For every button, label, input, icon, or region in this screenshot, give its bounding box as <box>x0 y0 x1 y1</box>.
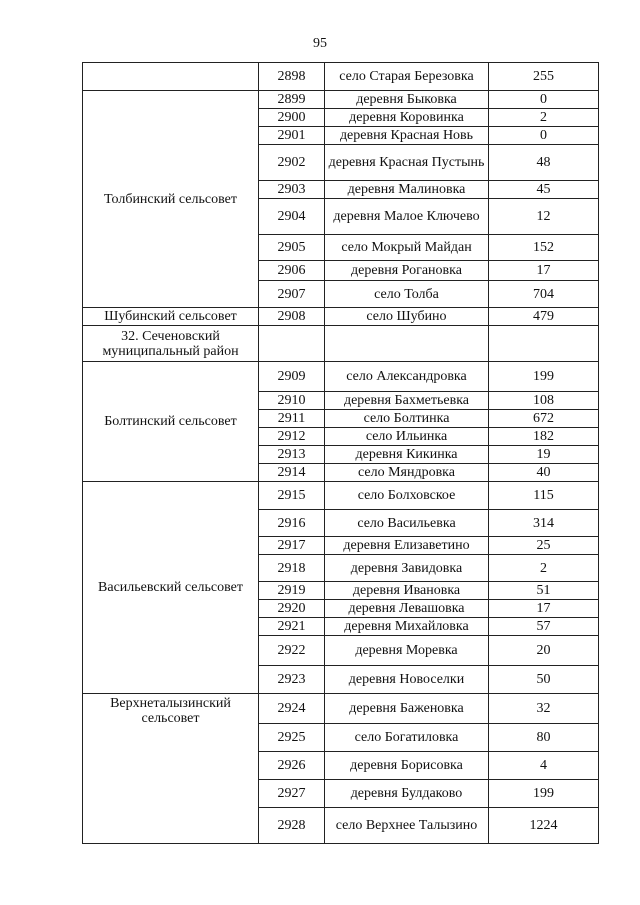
district-cell <box>83 63 259 91</box>
settlements-table-body <box>83 63 599 844</box>
settlement-number-cell: 2915 <box>259 482 325 510</box>
settlement-name-cell: деревня Завидовка <box>325 555 489 582</box>
population-cell: 4 <box>489 752 599 780</box>
table-row <box>83 308 599 326</box>
table-row <box>83 482 599 510</box>
population-cell: 17 <box>489 261 599 281</box>
settlement-name-cell: деревня Красная Новь <box>325 127 489 145</box>
settlement-number-cell: 2913 <box>259 446 325 464</box>
district-cell: Болтинский сельсовет <box>83 362 259 482</box>
settlement-name-cell: деревня Быковка <box>325 91 489 109</box>
table-row <box>83 326 599 362</box>
settlement-name-cell: деревня Левашовка <box>325 600 489 618</box>
population-cell: 20 <box>489 636 599 666</box>
settlement-number-cell: 2922 <box>259 636 325 666</box>
population-cell: 2 <box>489 555 599 582</box>
settlement-name-cell: село Александровка <box>325 362 489 392</box>
settlement-number-cell: 2925 <box>259 724 325 752</box>
settlement-number-cell: 2916 <box>259 510 325 537</box>
settlement-number-cell: 2928 <box>259 808 325 844</box>
settlement-name-cell: деревня Бахметьевка <box>325 392 489 410</box>
settlement-name-cell: село Шубино <box>325 308 489 326</box>
settlement-number-cell: 2902 <box>259 145 325 181</box>
page-number: 95 <box>313 36 327 51</box>
population-cell: 255 <box>489 63 599 91</box>
settlement-number-cell: 2900 <box>259 109 325 127</box>
population-cell: 50 <box>489 666 599 694</box>
table-row <box>83 362 599 392</box>
settlement-name-cell: село Богатиловка <box>325 724 489 752</box>
settlement-name-cell: деревня Рогановка <box>325 261 489 281</box>
district-cell: Шубинский сельсовет <box>83 308 259 326</box>
settlement-number-cell: 2904 <box>259 199 325 235</box>
settlement-name-cell: деревня Моревка <box>325 636 489 666</box>
settlement-number-cell: 2912 <box>259 428 325 446</box>
population-cell: 80 <box>489 724 599 752</box>
settlement-name-cell: деревня Коровинка <box>325 109 489 127</box>
population-cell: 108 <box>489 392 599 410</box>
population-cell: 25 <box>489 537 599 555</box>
settlement-name-cell: село Верхнее Талызино <box>325 808 489 844</box>
settlement-name-cell: село Толба <box>325 281 489 308</box>
population-cell: 479 <box>489 308 599 326</box>
population-cell: 672 <box>489 410 599 428</box>
population-cell: 1224 <box>489 808 599 844</box>
settlement-name-cell: село Болтинка <box>325 410 489 428</box>
settlement-name-cell: село Болховское <box>325 482 489 510</box>
district-cell: Толбинский сельсовет <box>83 91 259 308</box>
population-cell: 45 <box>489 181 599 199</box>
population-cell: 199 <box>489 780 599 808</box>
population-cell: 57 <box>489 618 599 636</box>
settlement-number-cell: 2921 <box>259 618 325 636</box>
settlement-number-cell: 2919 <box>259 582 325 600</box>
population-cell: 0 <box>489 127 599 145</box>
district-cell: Верхнеталызинский сельсовет <box>83 694 259 844</box>
population-cell: 17 <box>489 600 599 618</box>
settlement-number-cell: 2918 <box>259 555 325 582</box>
district-cell: Васильевский сельсовет <box>83 482 259 694</box>
settlement-name-cell: деревня Булдаково <box>325 780 489 808</box>
population-cell: 19 <box>489 446 599 464</box>
settlement-number-cell: 2923 <box>259 666 325 694</box>
settlement-number-cell: 2909 <box>259 362 325 392</box>
settlement-number-cell: 2905 <box>259 235 325 261</box>
settlement-name-cell: село Мокрый Майдан <box>325 235 489 261</box>
population-cell: 48 <box>489 145 599 181</box>
population-cell: 40 <box>489 464 599 482</box>
settlement-name-cell: деревня Малиновка <box>325 181 489 199</box>
settlement-number-cell: 2908 <box>259 308 325 326</box>
settlement-name-cell: деревня Красная Пустынь <box>325 145 489 181</box>
settlement-number-cell: 2914 <box>259 464 325 482</box>
settlement-name-cell <box>325 326 489 362</box>
settlement-number-cell: 2901 <box>259 127 325 145</box>
settlement-name-cell: деревня Малое Ключево <box>325 199 489 235</box>
settlement-number-cell: 2898 <box>259 63 325 91</box>
settlement-name-cell: деревня Борисовка <box>325 752 489 780</box>
settlement-number-cell: 2917 <box>259 537 325 555</box>
population-cell: 51 <box>489 582 599 600</box>
settlement-number-cell: 2911 <box>259 410 325 428</box>
settlement-name-cell: село Мяндровка <box>325 464 489 482</box>
population-cell: 704 <box>489 281 599 308</box>
settlement-number-cell <box>259 326 325 362</box>
settlement-number-cell: 2926 <box>259 752 325 780</box>
population-cell: 12 <box>489 199 599 235</box>
settlement-name-cell: село Старая Березовка <box>325 63 489 91</box>
table-row <box>83 63 599 91</box>
population-cell: 2 <box>489 109 599 127</box>
settlement-number-cell: 2899 <box>259 91 325 109</box>
population-cell <box>489 326 599 362</box>
settlement-number-cell: 2907 <box>259 281 325 308</box>
population-cell: 32 <box>489 694 599 724</box>
settlement-number-cell: 2927 <box>259 780 325 808</box>
population-cell: 199 <box>489 362 599 392</box>
settlement-name-cell: деревня Кикинка <box>325 446 489 464</box>
population-cell: 182 <box>489 428 599 446</box>
table-row <box>83 91 599 109</box>
settlement-name-cell: деревня Елизаветино <box>325 537 489 555</box>
settlement-name-cell: село Васильевка <box>325 510 489 537</box>
population-cell: 115 <box>489 482 599 510</box>
settlement-number-cell: 2920 <box>259 600 325 618</box>
settlement-name-cell: деревня Баженовка <box>325 694 489 724</box>
settlement-number-cell: 2906 <box>259 261 325 281</box>
settlement-name-cell: село Ильинка <box>325 428 489 446</box>
settlements-table <box>82 62 599 844</box>
population-cell: 314 <box>489 510 599 537</box>
settlement-name-cell: деревня Михайловка <box>325 618 489 636</box>
settlement-number-cell: 2910 <box>259 392 325 410</box>
settlement-name-cell: деревня Новоселки <box>325 666 489 694</box>
settlement-number-cell: 2903 <box>259 181 325 199</box>
district-cell: 32. Сеченовский муниципальный район <box>83 326 259 362</box>
population-cell: 0 <box>489 91 599 109</box>
table-row <box>83 694 599 724</box>
settlement-number-cell: 2924 <box>259 694 325 724</box>
population-cell: 152 <box>489 235 599 261</box>
settlement-name-cell: деревня Ивановка <box>325 582 489 600</box>
